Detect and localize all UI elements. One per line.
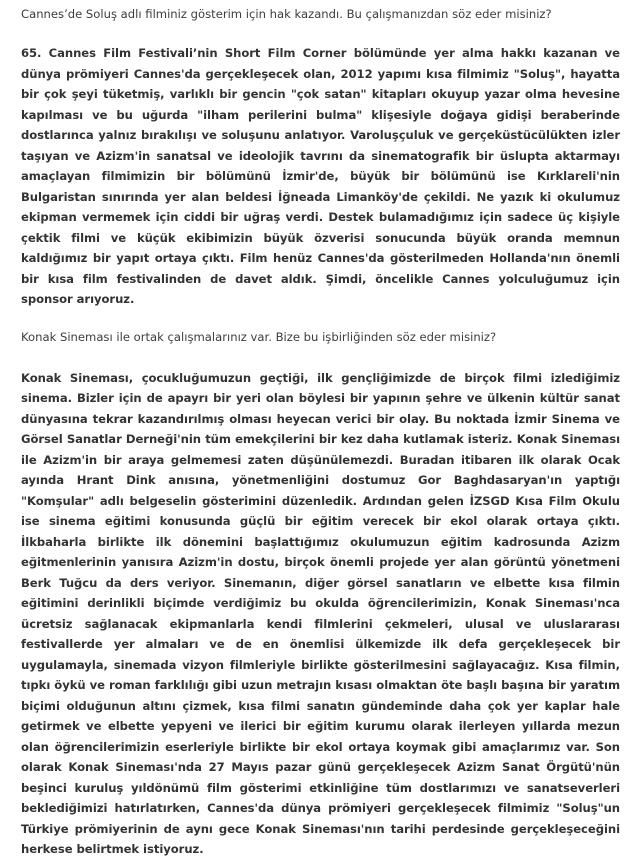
interview-answer-2: Konak Sineması, çocukluğumuzun geçtiği, ilk gençliğimizde de birçok filmi izlediğimiz sinema. Bizler için de apayrı bir yeri olan böylesi bir yapının şehre ve ülkenin kültür sanat dünyasına tekrar kazandırılmış olması heyecan verici bir olay. Bu noktada İzmir Sinema ve Görsel Sanatlar Derneği'nin tüm emekçilerini bir kez daha kutlamak isteriz. Konak Sineması ile Azizm'in bir araya gelmemesi zaten düşünülemezdi. Buradan itibaren ilk olarak Ocak ayında Hrant Dink anısına, yönetmenliğini dostumuz Gor Baghdasaryan'ın yaptığı "Komşular" adlı belgeselin gösterimini düzenledik. Ardından gelen İZSGD Kısa Film Okulu ise sinema eğitimi konusunda güçlü bir eğitim verecek bir ekol olarak ortaya çıktı. İlkbaharla birlikte ilk dönemini başlattığımız okulumuzun eğitim kadrosunda Azizm eğitmenlerinin yanısıra Azizm'in dostu, birçok önemli projede yer alan görüntü yönetmeni Berk Tuğcu da ders veriyor. Sinemanın, diğer görsel sanatların ve elbette kısa filmin eğitimini derinlikli biçimde verdiğimiz bu okulda öğrencilerimizin, Konak Sineması'nca ücretsiz sağlanacak ekipmanlarla kendi filmlerini çekmeleri, ulusal ve uluslararası festivallerde yer almaları ve de en önemlisi ülkemizde ilk defa gerçekleşecek bir uygulamayla, sinemada vizyon filmleriyle birlikte gösterilmesini sağlayacağız. Kısa filmin, tıpkı öykü ve roman farklılığı gibi uzun metrajın kısası olmaktan öte başlı başına bir yaratım biçimi olduğunun altını çizmek, kısa filmi sanatın gündeminde daha çok yer kaplar hale getirmek ve elbette yepyeni ve ilerici bir eğitim kurumu olarak ilerleyen yıllarda mezun olan öğrencilerimizin eserleriyle birlikte bir ekol ortaya koymak gibi amaçlarımız var. Son olarak Konak Sineması'nda 27 Mayıs pazar günü gerçekleşecek Azizm Sanat Örgütü'nün beşinci kuruluş yıldönümü film gösterimi etkinliğine tüm dostlarımızı ve sanatseverleri beklediğimizi hatırlatırken, Cannes'da dünya prömiyeri gerçekleşecek filmimiz "Soluş"un Türkiye prömiyerinin de aynı gece Konak Sineması'nın tarihi perdesinde gerçekleşeceğini herkese belirtmek istiyoruz. (21, 370, 620, 856)
interview-question-1: Cannes’de Soluş adlı filminiz gösterim için hak kazandı. Bu çalışmanızdan söz eder misiniz? (21, 7, 552, 21)
interview-question-2: Konak Sineması ile ortak çalışmalarınız var. Bize bu işbirliğinden söz eder misiniz? (21, 329, 497, 344)
interview-answer-1: 65. Cannes Film Festivali’nin Short Film Corner bölümünde yer alma hakkı kazanan ve dünya prömiyeri Cannes'da gerçekleşecek olan, 2012 yapımı kısa filmimiz "Soluş", hayatta bir çok şeyi tüketmiş, varlıklı bir gencin "çok satan" kitapları okuyup yazar olma hevesine kapılması ve bu uğurda "ilham perilerini bulma" klişesiyle doğaya gidişi beraberinde dostlarınca yalnız bırakılışı ve soluşunu anlatıyor. Varoluşçuluk ve gerçeküstücülükten izler taşıyan ve Azizm'in sanatsal ve ideolojik tavrını da sinematografik bir üslupta aktarmayı amaçlayan filmimizin bir bölümünü İzmir'de, büyük bir bölümünü ise Kırklareli'nin Bulgaristan sınırında yer alan beldesi İğneada Limanköy'de çekildi. Ne yazık ki okulumuz ekipman vermemek için ciddi bir uğraş verdi. Destek bulamadığımız için sadece üç kişiyle çektik filmi ve küçük ekibimizin büyük özverisi sonucunda büyük oranda memnun kaldığımız bir yapıt ortaya çıktı. Film henüz Cannes'da gösterilmeden Hollanda'nın önemli bir kısa film festivalinden de davet aldık. Şimdi, öncelikle Cannes yolculuğumuz için sponsor arıyoruz. (21, 46, 620, 306)
